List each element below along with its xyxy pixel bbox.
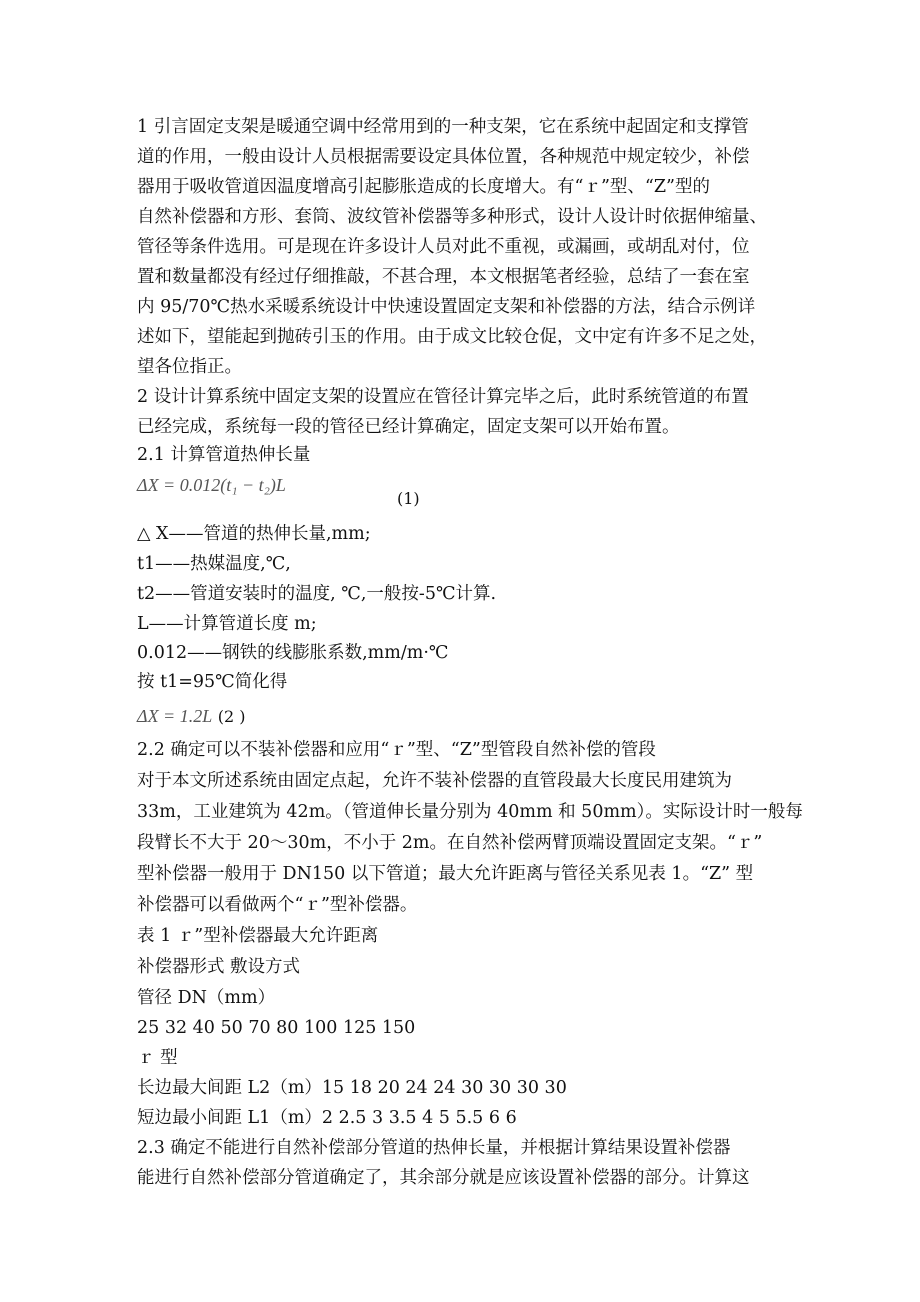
text-line: 已经完成，系统每一段的管径已经计算确定，固定支架可以开始布置。 [137,417,680,437]
text-line: 述如下，望能起到抛砖引玉的作用。由于成文比较仓促，文中定有许多不足之处， [137,327,767,347]
text-line: 段臂长不大于 20～30m，不小于 2m。在自然补偿两臂顶端设置固定支架。“ｒ” [137,833,763,853]
text-line: 管径等条件选用。可是现在许多设计人员对此不重视，或漏画，或胡乱对付，位 [137,237,750,257]
definition: t1——热媒温度,℃, [137,554,291,574]
definition: 0.012——钢铁的线膨胀系数,mm/m·℃ [137,643,449,663]
formula-1-number: (1) [397,489,420,508]
text-line: 能进行自然补偿部分管道确定了，其余部分就是应该设置补偿器的部分。计算这 [137,1168,750,1188]
text-line: 望各位指正。 [137,357,242,377]
table-row: 25 32 40 50 70 80 100 125 150 [137,1018,416,1038]
formula-2-expr: ΔX = 1.2L [137,706,213,726]
table-row: ｒ 型 [137,1048,178,1068]
definition: t2——管道安装时的温度, ℃,一般按-5℃计算. [137,584,497,604]
table-caption: 表 1 ｒ”型补偿器最大允许距离 [137,926,379,946]
text-line: 1 引言固定支架是暖通空调中经常用到的一种支架，它在系统中起固定和支撑管 [137,117,749,137]
text-line: 型补偿器一般用于 DN150 以下管道；最大允许距离与管径关系见表 1。“Z” 型 [137,864,754,884]
table-row: 管径 DN（mm） [137,988,276,1008]
table-row: 长边最大间距 L2（m）15 18 20 24 24 30 30 30 30 [137,1078,567,1098]
definition: △ X——管道的热伸长量,mm; [137,524,371,544]
text-line: 补偿器可以看做两个“ｒ”型补偿器。 [137,895,418,915]
text-line: 内 95/70℃热水采暖系统设计中快速设置固定支架和补偿器的方法，结合示例详 [137,297,756,317]
text-line: 器用于吸收管道因温度增高引起膨胀造成的长度增大。有“ｒ”型、“Z”型的 [137,177,710,197]
formula-2 [137,705,246,728]
text-line: 道的作用，一般由设计人员根据需要设定具体位置，各种规范中规定较少，补偿 [137,147,750,167]
text-line: 自然补偿器和方形、套筒、波纹管补偿器等多种形式，设计人设计时依据伸缩量、 [137,207,767,227]
section-heading: 2.2 确定可以不装补偿器和应用“ｒ”型、“Z”型管段自然补偿的管段 [137,740,656,760]
definition: 按 t1=95℃简化得 [137,672,288,692]
section-heading: 2.1 计算管道热伸长量 [137,445,311,465]
section-heading: 2.3 确定不能进行自然补偿部分管道的热伸长量，并根据计算结果设置补偿器 [137,1138,731,1158]
text-line: 置和数量都没有经过仔细推敲，不甚合理，本文根据笔者经验，总结了一套在室 [137,267,750,287]
table-row: 补偿器形式 敷设方式 [137,957,301,977]
table-row: 短边最小间距 L1（m）2 2.5 3 3.5 4 5 5.5 6 6 [137,1108,517,1128]
text-line: 33m，工业建筑为 42m。（管道伸长量分别为 40mm 和 50mm）。实际设计时一般每 [137,802,803,822]
formula-2-number: (2 ) [217,707,246,726]
text-line: 对于本文所述系统由固定点起，允许不装补偿器的直管段最大长度民用建筑为 [137,771,732,791]
formula-1: ΔX = 0.012(t₁ − t₂)L [137,475,286,495]
text-line: 2 设计计算系统中固定支架的设置应在管径计算完毕之后，此时系统管道的布置 [137,387,749,407]
definition: L——计算管道长度 m; [137,614,317,634]
